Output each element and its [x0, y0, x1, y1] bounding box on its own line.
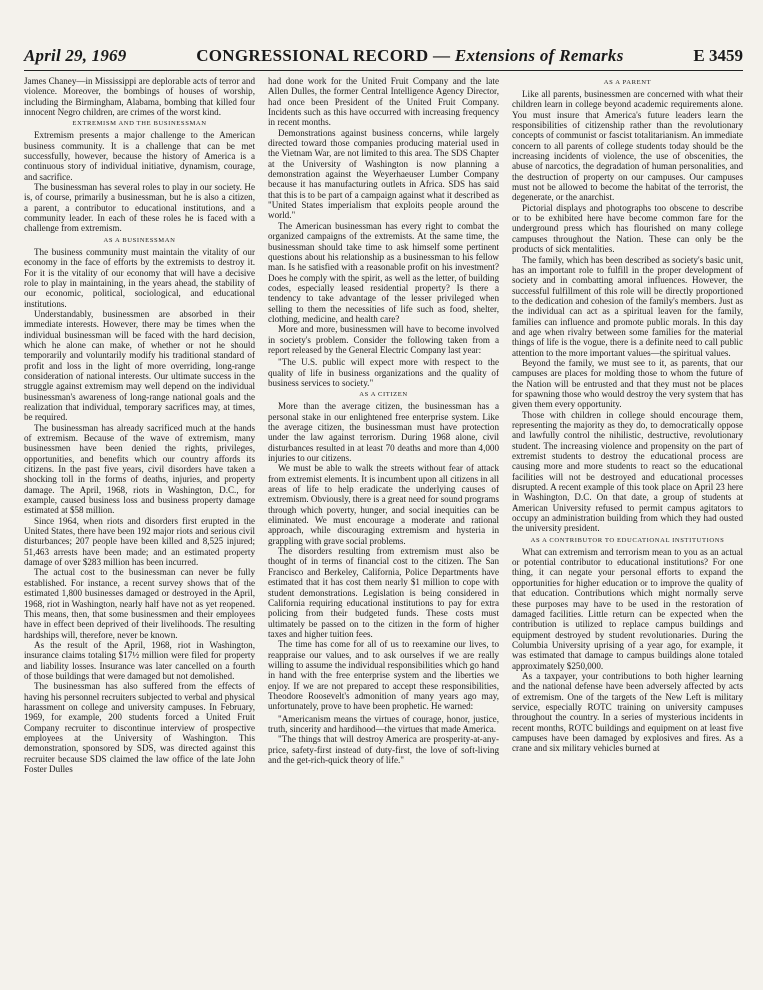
quote-paragraph: "Americanism means the virtues of courage, honor, justice, truth, sincerity and hardihood—the virtues that made America.	[268, 713, 499, 734]
paragraph: As the result of the April, 1968, riot in Washington, insurance claims totaling $17½ million were filed for property and liability losses. Insurance was later cancelled on a fourth of those buildings that were damaged but not demolished.	[24, 639, 255, 681]
page-header	[24, 46, 743, 72]
paragraph: We must be able to walk the streets without fear of attack from extremist elements. It is incumbent upon all citizens in all areas of life to help eradicate the underlying causes of extremism. Obviously, there is a great need for sound programs through which poverty, hunger, and social inequities can be eliminated. We must encourage a moderate and rational approach, while discouraging extremism and hysteria in grappling with grave social problems.	[268, 463, 499, 546]
paragraph: The American businessman has every right to combat the organized campaigns of the extremists. At the same time, the businessman should take time to ask himself some pertinent questions about his relationship as a businessman to his fellow man. Is he satisfied with a reasonable profit on his investment? Does he comply with the spirit, as well as the letter, of building codes, especially leased residential property? Is there a tendency to take advantage of the lesser privileged when selling to them the necessities of life such as food, shelter, clothing, medicine, and health care?	[268, 220, 499, 324]
paragraph: More than the average citizen, the businessman has a personal stake in our enlightened free enterprise system. Like the average citizen, the businessman must have protection under the law against terrorism. During 1968 alone, civil disturbances resulted in at least 70 deaths and more than 4,000 injuries to our citizens.	[268, 401, 499, 464]
quote-paragraph: "The U.S. public will expect more with respect to the quality of life in business organizations and the quality of business services to society."	[268, 357, 499, 388]
quote-paragraph: "The things that will destroy America are prosperity-at-any-price, safety-first instead of duty-first, the love of soft-living and the get-rich-quick theory of life."	[268, 734, 499, 765]
section-heading: AS A BUSINESSMAN	[103, 236, 176, 244]
paragraph: had done work for the United Fruit Company and the late Allen Dulles, the former Central Intelligence Agency Director, had once been President of the United Fruit Company. Incidents such as this have occurred with increasing frequency in recent months.	[268, 76, 499, 128]
section-heading: AS A PARENT	[603, 79, 652, 86]
paragraph: The businessman has several roles to play in our society. He is, of course, primarily a businessman, but he is also a citizen, a parent, a contributor to educational institutions, and a community leader. In each of these roles he is faced with a challenge from extremism.	[24, 182, 255, 234]
paragraph: The businessman has also suffered from the effects of having his personnel recruiters subjected to verbal and physical harassment on college and university campuses. In February, 1969, for example, 200 students forced a United Fruit Company recruiter to discontinue interview of prospective employees at the University of Washington. This demonstration, sponsored by SDS, was directed against this recruiter because SDS claimed the law office of the late John Foster Dulles	[24, 681, 255, 774]
paragraph: The business community must maintain the vitality of our economy in the face of efforts by the extremists to destroy it. For it is the vitality of our economy that will have a decisive role to play in maintaining, in the years ahead, the stability of our economic, political, sociological, and educational institutions.	[24, 246, 255, 309]
text-columns	[24, 76, 743, 986]
paragraph: The businessman has already sacrificed much at the hands of extremism. Because of the wave of extremism, many businessmen have been denied the rights, privileges, opportunities, and benefits which our country affords its citizens. In the past five years, civil disorders have taken a shocking toll in the forms of deaths, injuries, and property damage. The April, 1968, riots in Washington, D.C., for example, caused business loss and business property damage estimated at $58 million.	[24, 422, 255, 516]
column-3	[512, 76, 743, 986]
paragraph: What can extremism and terrorism mean to you as an actual or potential contributor to educational institutions? For one thing, it can negate your personal efforts to expand the opportunities for higher education or to improve the quality of that education. Contributions which might normally serve these purposes may have to be used in the restoration of damaged facilities. Little return can be expected when the contribution is utilized to replace campus buildings and equipment destroyed by student revolutionaries. During the Columbia University uprising of a year ago, for example, it was estimated that damage to campus buildings alone totaled approximately $250,000.	[512, 546, 743, 671]
column-1	[24, 76, 255, 986]
header-title	[196, 46, 623, 66]
quotation	[268, 357, 499, 388]
paragraph: Since 1964, when riots and disorders first erupted in the United States, there have been 192 major riots and serious civil disturbances; 207 people have been killed and 8,525 injured; 51,463 arrests have been made; and an estimated property damage of over $283 million has been incurred.	[24, 515, 255, 568]
paragraph: As a taxpayer, your contributions to both higher learning and the national defense have been adversely affected by acts of extremism. One of the targets of the New Left is military service, especially ROTC training on university campuses throughout the country. In a series of mysterious incidents in recent months, ROTC buildings and equipment on at least five campuses have been damaged by explosives and fires. As a crane and six military vehicles burned at	[512, 670, 743, 754]
section-heading: AS A CITIZEN	[359, 391, 408, 399]
section-heading: EXTREMISM AND THE BUSINESSMAN	[72, 120, 207, 128]
paragraph: More and more, businessmen will have to become involved in society's problem. Consider the following taken from a report released by the General Electric Company last year:	[268, 324, 499, 355]
header-rule	[24, 70, 743, 71]
paragraph: Beyond the family, we must see to it, as parents, that our campuses are places for molding those to whom the future of the Nation will be entrusted and that they must not be places for spawning those who would destroy the very system that has given them every opportunity.	[512, 357, 743, 410]
paragraph: The actual cost to the businessman can never be fully established. For instance, a recent survey shows that of the estimated 1,800 businesses damaged or destroyed in the April, 1968, riot in Washington, nearly half have not as yet reopened. This means, then, that some businessmen and their employees have in effect been deprived of their livelihoods. The resulting hardships will, therefore, never be known.	[24, 567, 255, 640]
paragraph: Understandably, businessmen are absorbed in their immediate interests. However, there may be times when the individual businessman will be faced with the hard decision, which he alone can make, of whether or not he should temporarily and voluntarily modify his traditional standard of profit and loss in the light of more overriding, long-range consideration of national interests. Our ultimate success in the struggle against extremism may well depend on the individual businessman's awareness of long-range national goals and the realization that individual, temporary sacrifices may, at times, be required.	[24, 308, 255, 423]
paragraph: The time has come for all of us to reexamine our lives, to reappraise our values, and to ask ourselves if we are really willing to assume the individual responsibilities which go hand in hand with the free enterprise system and the liberties we enjoy. If we are not prepared to accept these responsibilities, Theodore Roosevelt's admonition of many years ago may, unfortunately, prove to have been prophetic. He warned:	[268, 639, 499, 712]
paragraph: Extremism presents a major challenge to the American business community. It is a challenge that can be met successfully, however, because the history of America is a continuous story of individual initiative, dynamism, courage, and sacrifice.	[24, 130, 255, 182]
header-page-number: E 3459	[693, 46, 743, 65]
header-date: April 29, 1969	[24, 46, 127, 65]
paragraph: Pictorial displays and photographs too obscene to describe or to be exhibited here have become common fare for the underground press which has flourished on many college campuses throughout the Nation. These can only be the products of sick mentalities.	[512, 202, 743, 255]
paragraph: James Chaney—in Mississippi are deplorable acts of terror and violence. Moreover, the bombings of houses of worship, including the Birmingham, Alabama, bombing that killed four innocent Negro children, are crimes of the worst kind.	[24, 76, 255, 118]
paragraph: Those with children in college should encourage them, representing the majority as they do, to democratically oppose and lawfully control the nihilistic, destructive, revolutionary student. The increasing violence and propensity on the part of extremist students to destroy the educational process are causing more and more students to react so the educational facilities will not be destroyed and educational processes disrupted. A recent example of this took place on April 23 here in Washington, D.C. On that date, a group of students at American University refused to permit campus agitators to occupy an administration building from which they had ousted the university president.	[512, 409, 743, 534]
header-title-dash: —	[428, 46, 455, 65]
section-heading: AS A CONTRIBUTOR TO EDUCATIONAL INSTITUTIONS	[530, 536, 725, 544]
paragraph: The family, which has been described as society's basic unit, has an important role to fulfill in the proper development of society and in combatting amoral influences. However, the successful fulfillment of this role will be directly proportioned to the dedication and cohesion of the family's members. Just as the individual can act as a spiritual leaven for the family, families can influence and promote public morals. In this day and age when rivalry between some families for the material things of life is the vogue, there is a definite need to call public attention to the more important values—the spiritual values.	[512, 254, 743, 358]
column-2	[268, 76, 499, 986]
paragraph: The disorders resulting from extremism must also be thought of in terms of financial cost to the citizen. The San Francisco and Berkeley, California, Police Departments have estimated that it has cost them nearly $1 million to cope with student demonstrations. Legislation is being considered in California requiring educational institutions to pay for extra policing from their budgeted funds. These costs must ultimately be passed on to the citizen in the form of higher taxes and higher tuition fees.	[268, 546, 499, 639]
quotation	[268, 714, 499, 766]
paragraph: Like all parents, businessmen are concerned with what their children learn in college beyond academic requirements alone. You must insure that America's future leaders learn the responsibilities of citizenship rather than the revolutionary concepts of communist or fascist totalitarianism. An immediate concern to all parents of college students today should be the increasing incidents of violence, the use of obscenities, the abuse of narcotics, the degradation of human personalities, and the destruction of property on our campuses. Our campuses must not be allowed to become the habitat of the terrorist, the degenerate, or the anarchist.	[512, 89, 743, 203]
header-title-main: CONGRESSIONAL RECORD	[196, 46, 429, 65]
header-title-sub: Extensions of Remarks	[454, 46, 624, 65]
paragraph: Demonstrations against business concerns, while largely directed toward those companies producing material used in the Vietnam War, are not limited to this area. The SDS Chapter at the University of Washington is now planning a demonstration against the Weyerhaeuser Lumber Company because it has manufacturing outlets in Africa. SDS has said that this is to be part of a campaign against what it described as "United States imperialism that exploits people around the world."	[268, 127, 499, 221]
